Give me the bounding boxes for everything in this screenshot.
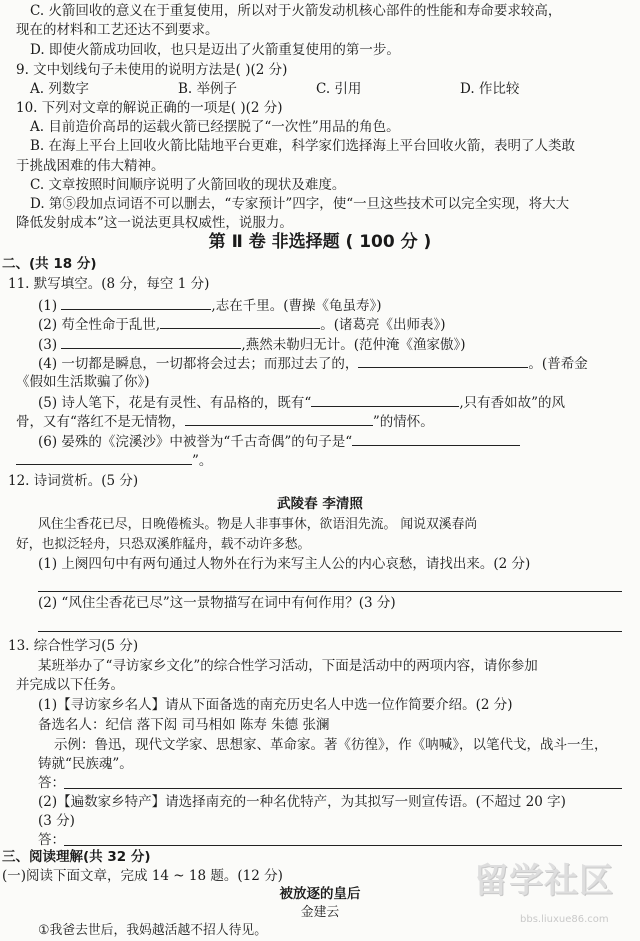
q11-line-5-head: (5) 诗人笔下，花是有灵性、有品格的，既有“ — [38, 395, 312, 411]
q11-blank-4[interactable] — [358, 353, 528, 368]
q12-subquestion-1: (1) 上阕四句中有两句通过人物外在行为来写主人公的内心哀愁，请找出来。(2 分) — [38, 556, 531, 572]
q11-line-1-text: ,志在千里。(曹操《龟虽寿》) — [211, 298, 382, 314]
part-two-title: 第 Ⅱ 卷 非选择题 ( 100 分 ) — [208, 232, 432, 252]
section-three-label: 三、阅读理解(共 32 分) — [2, 849, 151, 865]
q10-option-b-cont: 于挑战困难的伟大精神。 — [16, 158, 165, 174]
q10-option-d-cont: 降低发射成本”这一说法更具权威性，说服力。 — [16, 215, 293, 231]
q11-line-4 — [38, 353, 640, 375]
q8-option-c: C. 火箭回收的意义在于重复使用，所以对于火箭发动机核心部件的性能和寿命要求较高， — [30, 3, 562, 19]
q10-option-a: A. 目前造价高昂的运载火箭已经摆脱了“一次性”用品的角色。 — [30, 119, 400, 135]
q11-blank-7b[interactable] — [16, 450, 192, 465]
q11-line-4-tail: 。(普希金 — [528, 356, 588, 372]
q13-task-1: (1)【寻访家乡名人】请从下面备选的南充历史名人中选一位作简要介绍。(2 分) — [38, 697, 513, 713]
q11-line-3-text: ,燕然未勒归无计。(范仲淹《渔家傲》) — [241, 337, 466, 353]
q11-line-7-head: (6) 晏殊的《浣溪沙》中被誉为“千古奇偶”的句子是“ — [38, 434, 353, 450]
q13-task-2-score: (3 分) — [38, 813, 75, 829]
q11-blank-1[interactable] — [61, 295, 211, 310]
watermark-logo-text: 留学社区 — [474, 861, 614, 901]
q11-blank-2[interactable] — [160, 314, 320, 329]
q11-blank-3[interactable] — [61, 334, 241, 349]
q11-line-7-tail: ”。 — [192, 453, 213, 469]
q13-answer-label-2: 答： — [38, 832, 65, 848]
watermark-logo — [470, 861, 640, 925]
q8-option-d: D. 即使火箭成功回收，也只是迈出了火箭重复使用的第一步。 — [30, 42, 400, 58]
poem-title: 武陵春 李清照 — [277, 496, 363, 512]
q11-num-3: (3) — [38, 337, 58, 353]
q10-option-c: C. 文章按照时间顺序说明了火箭回收的现状及难度。 — [30, 177, 346, 193]
q11-line-5-tail: ,只有香如故”的风 — [459, 395, 566, 411]
q11-blank-7a[interactable] — [352, 431, 520, 446]
q13-task-2: (2)【遍数家乡特产】请选择南充的一种名优特产，为其拟写一则宣传语。(不超过 20 字) — [38, 794, 566, 810]
q12-subquestion-2: (2) “风住尘香花已尽”这一景物描写在词中有何作用？(3 分) — [38, 595, 396, 611]
q11-line-6-tail: ”的情怀。 — [372, 414, 434, 430]
q11-line-2-tail: 。(诸葛亮《出师表》) — [320, 317, 446, 333]
q11-blank-5[interactable] — [311, 392, 459, 407]
q11-stem: 11. 默写填空。(8 分，每空 1 分) — [8, 276, 210, 292]
q11-line-4-head: (4) 一切都是瞬息，一切都将会过去；而那过去了的， — [38, 356, 359, 372]
q9-option-c: C. 引用 — [316, 81, 362, 97]
q13-intro-1: 某班举办了“寻访家乡文化”的综合性学习活动，下面是活动中的两项内容，请你参加 — [38, 658, 538, 674]
q9-option-a: A. 列数字 — [30, 81, 89, 97]
q12-answer-line-2[interactable] — [38, 631, 622, 632]
section-two-label: 二、(共 18 分) — [2, 256, 97, 272]
q9-stem: 9. 文中划线句子未使用的说明方法是( )(2 分) — [16, 62, 288, 78]
q11-line-7-cont — [16, 450, 640, 472]
reading-title: 被放逐的皇后 — [279, 886, 361, 902]
q9-option-d: D. 作比较 — [460, 81, 520, 97]
q9-option-b: B. 举例子 — [178, 81, 238, 97]
reading-author: 金建云 — [300, 905, 340, 920]
q12-answer-line-1[interactable] — [38, 591, 622, 592]
q13-answer-label-1: 答： — [38, 775, 65, 791]
q11-num-1: (1) — [38, 298, 58, 314]
poem-line-2: 好，也拟泛轻舟，只恐双溪舴艋舟，载不动许多愁。 — [16, 537, 311, 552]
q8-option-c-cont: 现在的材料和工艺还达不到要求。 — [16, 22, 219, 38]
q13-example-2: 铸就“民族魂”。 — [38, 756, 133, 772]
q13-candidates: 备选名人：纪信 落下闳 司马相如 陈寿 朱德 张澜 — [38, 717, 330, 733]
q11-blank-6[interactable] — [185, 411, 373, 426]
reading-paragraph-1: ①我爸去世后，我妈越活越不招人待见。 — [38, 923, 268, 938]
q13-intro-2: 并完成以下任务。 — [16, 677, 124, 693]
watermark-url: bbs.liuxue86.com — [520, 914, 609, 925]
q13-example-1: 示例：鲁迅，现代文学家、思想家、革命家。著《彷徨》，作《呐喊》，以笔代戈，战斗一生， — [54, 737, 608, 753]
q10-option-d: D. 第⑤段加点词语不可以删去，“专家预计”四字，使“一旦这些技术可以完全实现，将大大 — [30, 196, 570, 212]
q11-line-2-head: (2) 苟全性命于乱世, — [38, 317, 161, 333]
q11-line-6 — [16, 411, 640, 433]
q13-stem: 13. 综合性学习(5 分) — [8, 638, 139, 654]
reading-intro: (一)阅读下面文章，完成 14 ~ 18 题。(12 分) — [2, 868, 283, 884]
q12-stem: 12. 诗词赏析。(5 分) — [8, 473, 139, 489]
q10-stem: 10. 下列对文章的解说正确的一项是( )(2 分) — [16, 100, 283, 116]
q13-answer-line-2[interactable] — [64, 845, 622, 846]
q10-option-b: B. 在海上平台上回收火箭比陆地平台更难，科学家们选择海上平台回收火箭，表明了人类敢 — [30, 138, 576, 154]
poem-line-1: 风住尘香花已尽，日晚倦梳头。物是人非事事休，欲语泪先流。 闻说双溪春尚 — [38, 517, 478, 532]
q11-line-4-cont: 《假如生活欺骗了你》) — [16, 374, 150, 390]
q11-line-6-head: 骨，又有“落红不是无情物， — [16, 414, 185, 430]
q11-line-2 — [38, 314, 640, 336]
q13-answer-line-1[interactable] — [64, 788, 622, 789]
